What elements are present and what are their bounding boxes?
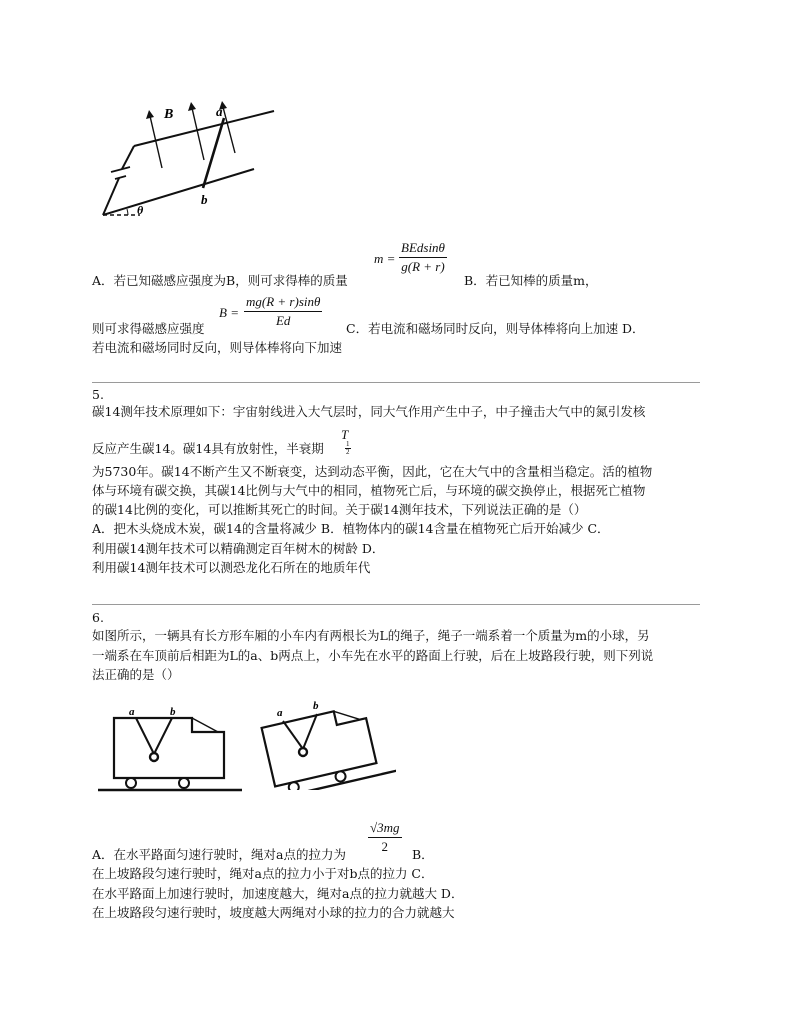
q5-line1: 碳14测年技术原理如下：宇宙射线进入大气层时，同大气作用产生中子，中子撞击大气中的氮引发核	[92, 404, 646, 419]
label-theta: θ	[137, 203, 144, 217]
q6-number: 6.	[92, 610, 104, 625]
half-life-symbol: T	[341, 427, 349, 442]
q4-line2-pre: 则可求得磁感应强度	[92, 321, 205, 336]
label-a: a	[216, 104, 223, 119]
q5-line4: 体与环境有碳交换，其碳14比例与大气中的相同，植物死亡后，与环境的碳交换停止，根据死亡植物	[92, 483, 646, 498]
eq-m-lhs: m =	[374, 251, 396, 266]
q4-option-b: B．若已知棒的质量m，	[464, 273, 598, 288]
eq-B-denominator: Ed	[275, 313, 291, 328]
eq-tension-fraction	[368, 820, 402, 855]
cart2-label-b: b	[313, 700, 319, 712]
cart1-label-a: a	[129, 706, 135, 718]
eq-B-fraction	[244, 294, 322, 329]
q5-line5: 的碳14比例的变化，可以推断其死亡的时间。关于碳14测年技术，下列说法正确的是（）	[92, 502, 587, 517]
q6-option-a: A．在水平路面匀速行驶时，绳对a点的拉力为	[92, 847, 346, 862]
q5-line8: 利用碳14测年技术可以测恐龙化石所在的地质年代	[92, 560, 371, 575]
cart-level-figure	[96, 704, 244, 800]
q5-line7: 利用碳14测年技术可以精确测定百年树木的树龄 D．	[92, 541, 385, 556]
q5-line6: A．把木头烧成木炭，碳14的含量将减少 B．植物体内的碳14含量在植物死亡后开始减少 C．	[92, 521, 610, 536]
q6-line6: 在水平路面上加速行驶时，加速度越大，绳对a点的拉力就越大 D．	[92, 886, 464, 901]
eq-tension-denominator: 2	[381, 839, 389, 854]
eq-m-fraction	[399, 240, 447, 275]
q6-line1: 如图所示，一辆具有长方形车厢的小车内有两根长为L的绳子，绳子一端系着一个质量为m的小球，另	[92, 628, 650, 643]
half-life-sub-num: 1	[346, 440, 350, 448]
divider-q5	[92, 382, 700, 383]
eq-m-denominator: g(R + r)	[401, 259, 445, 274]
label-B: B	[164, 107, 174, 122]
half-life-sub-den: 2	[346, 448, 350, 456]
cart-incline-figure	[256, 694, 396, 790]
divider-q6	[92, 604, 700, 605]
q4-line2-post: C．若电流和磁场同时反向，则导体棒将向上加速 D．	[346, 321, 645, 336]
q4-option-a: A．若已知磁感应强度为B，则可求得棒的质量	[92, 273, 348, 288]
eq-m-numerator: BEdsinθ	[399, 240, 447, 258]
cart2-label-a: a	[277, 707, 283, 719]
cart1-label-b: b	[170, 706, 176, 718]
rails-figure	[98, 96, 284, 220]
q6-line3: 法正确的是（）	[92, 667, 180, 682]
q5-line3: 为5730年。碳14不断产生又不断衰变，达到动态平衡，因此，它在大气中的含量相当稳定。活的植物	[92, 464, 653, 479]
q4-line3: 若电流和磁场同时反向，则导体棒将向下加速	[92, 340, 343, 355]
q5-line2: 反应产生碳14。碳14具有放射性，半衰期	[92, 441, 324, 456]
q6-line5: 在上坡路段匀速行驶时，绳对a点的拉力小于对b点的拉力 C．	[92, 866, 434, 881]
half-life-subscript	[345, 441, 351, 456]
label-b: b	[201, 192, 208, 207]
eq-B-lhs: B =	[219, 305, 239, 320]
q5-number: 5.	[92, 387, 104, 402]
eq-tension-numerator: √3mg	[368, 820, 402, 838]
q6-option-a-post: B．	[412, 847, 434, 862]
q6-line7: 在上坡路段匀速行驶时，坡度越大两绳对小球的拉力的合力就越大	[92, 905, 455, 920]
q6-line2: 一端系在车顶前后相距为L的a、b两点上，小车先在水平的路面上行驶，后在上坡路段行驶，则下列说	[92, 648, 654, 663]
eq-B-numerator: mg(R + r)sinθ	[244, 294, 322, 312]
